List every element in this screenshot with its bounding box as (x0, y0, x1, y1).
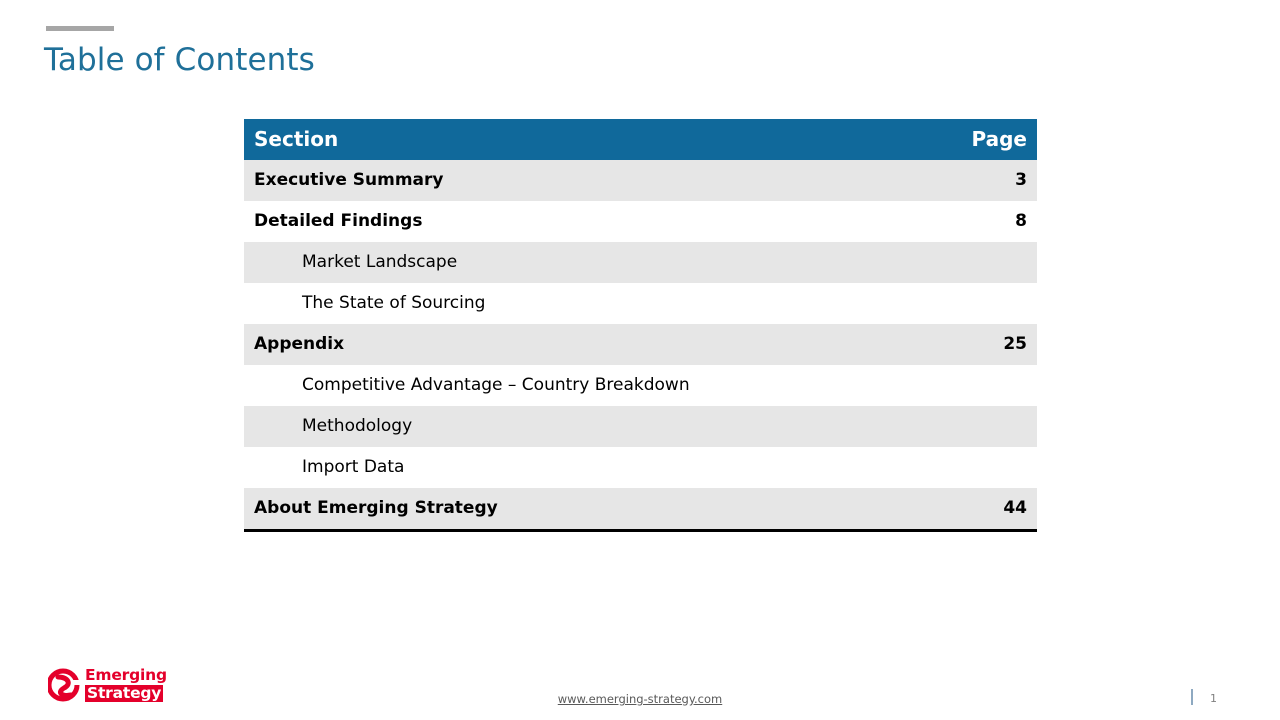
logo-line-1: Emerging (85, 666, 167, 684)
row-section-label: Import Data (302, 457, 405, 477)
table-row[interactable] (244, 406, 1037, 447)
row-page-number (944, 242, 1037, 283)
footer-website-link[interactable]: www.emerging-strategy.com (557, 692, 723, 706)
row-section-label: Detailed Findings (254, 211, 423, 231)
page-number-separator (1191, 689, 1193, 705)
column-header-section: Section (254, 127, 339, 151)
row-section-label: Competitive Advantage – Country Breakdown (302, 375, 690, 395)
page-title: Table of Contents (44, 42, 315, 78)
table-row[interactable] (244, 201, 1037, 242)
table-row[interactable] (244, 283, 1037, 324)
row-section-label: Executive Summary (254, 170, 444, 190)
table-row[interactable] (244, 160, 1037, 201)
row-page-number (944, 365, 1037, 406)
row-page-number (944, 447, 1037, 488)
row-section-label: About Emerging Strategy (244, 488, 944, 531)
table-of-contents (244, 119, 1037, 532)
row-section-label: Methodology (302, 416, 413, 436)
row-section-label: The State of Sourcing (302, 293, 486, 313)
title-accent-rule (46, 26, 114, 31)
table-row[interactable] (244, 447, 1037, 488)
row-page-number: 25 (1003, 334, 1027, 354)
row-page-number: 44 (944, 488, 1037, 531)
row-page-number: 8 (1015, 211, 1027, 231)
table-row[interactable] (244, 324, 1037, 365)
row-page-number: 3 (1015, 170, 1027, 190)
row-page-number (944, 406, 1037, 447)
table-row[interactable] (244, 242, 1037, 283)
page-number: 1 (1210, 692, 1217, 705)
table-row[interactable] (244, 365, 1037, 406)
row-page-number (944, 283, 1037, 324)
table-header-row (244, 119, 1037, 160)
row-section-label: Appendix (254, 334, 345, 354)
table-body (244, 160, 1037, 531)
row-section-label: Market Landscape (302, 252, 458, 272)
table-row[interactable] (244, 488, 1037, 531)
column-header-page: Page (971, 127, 1027, 151)
logo-line-2: Strategy (87, 684, 162, 702)
